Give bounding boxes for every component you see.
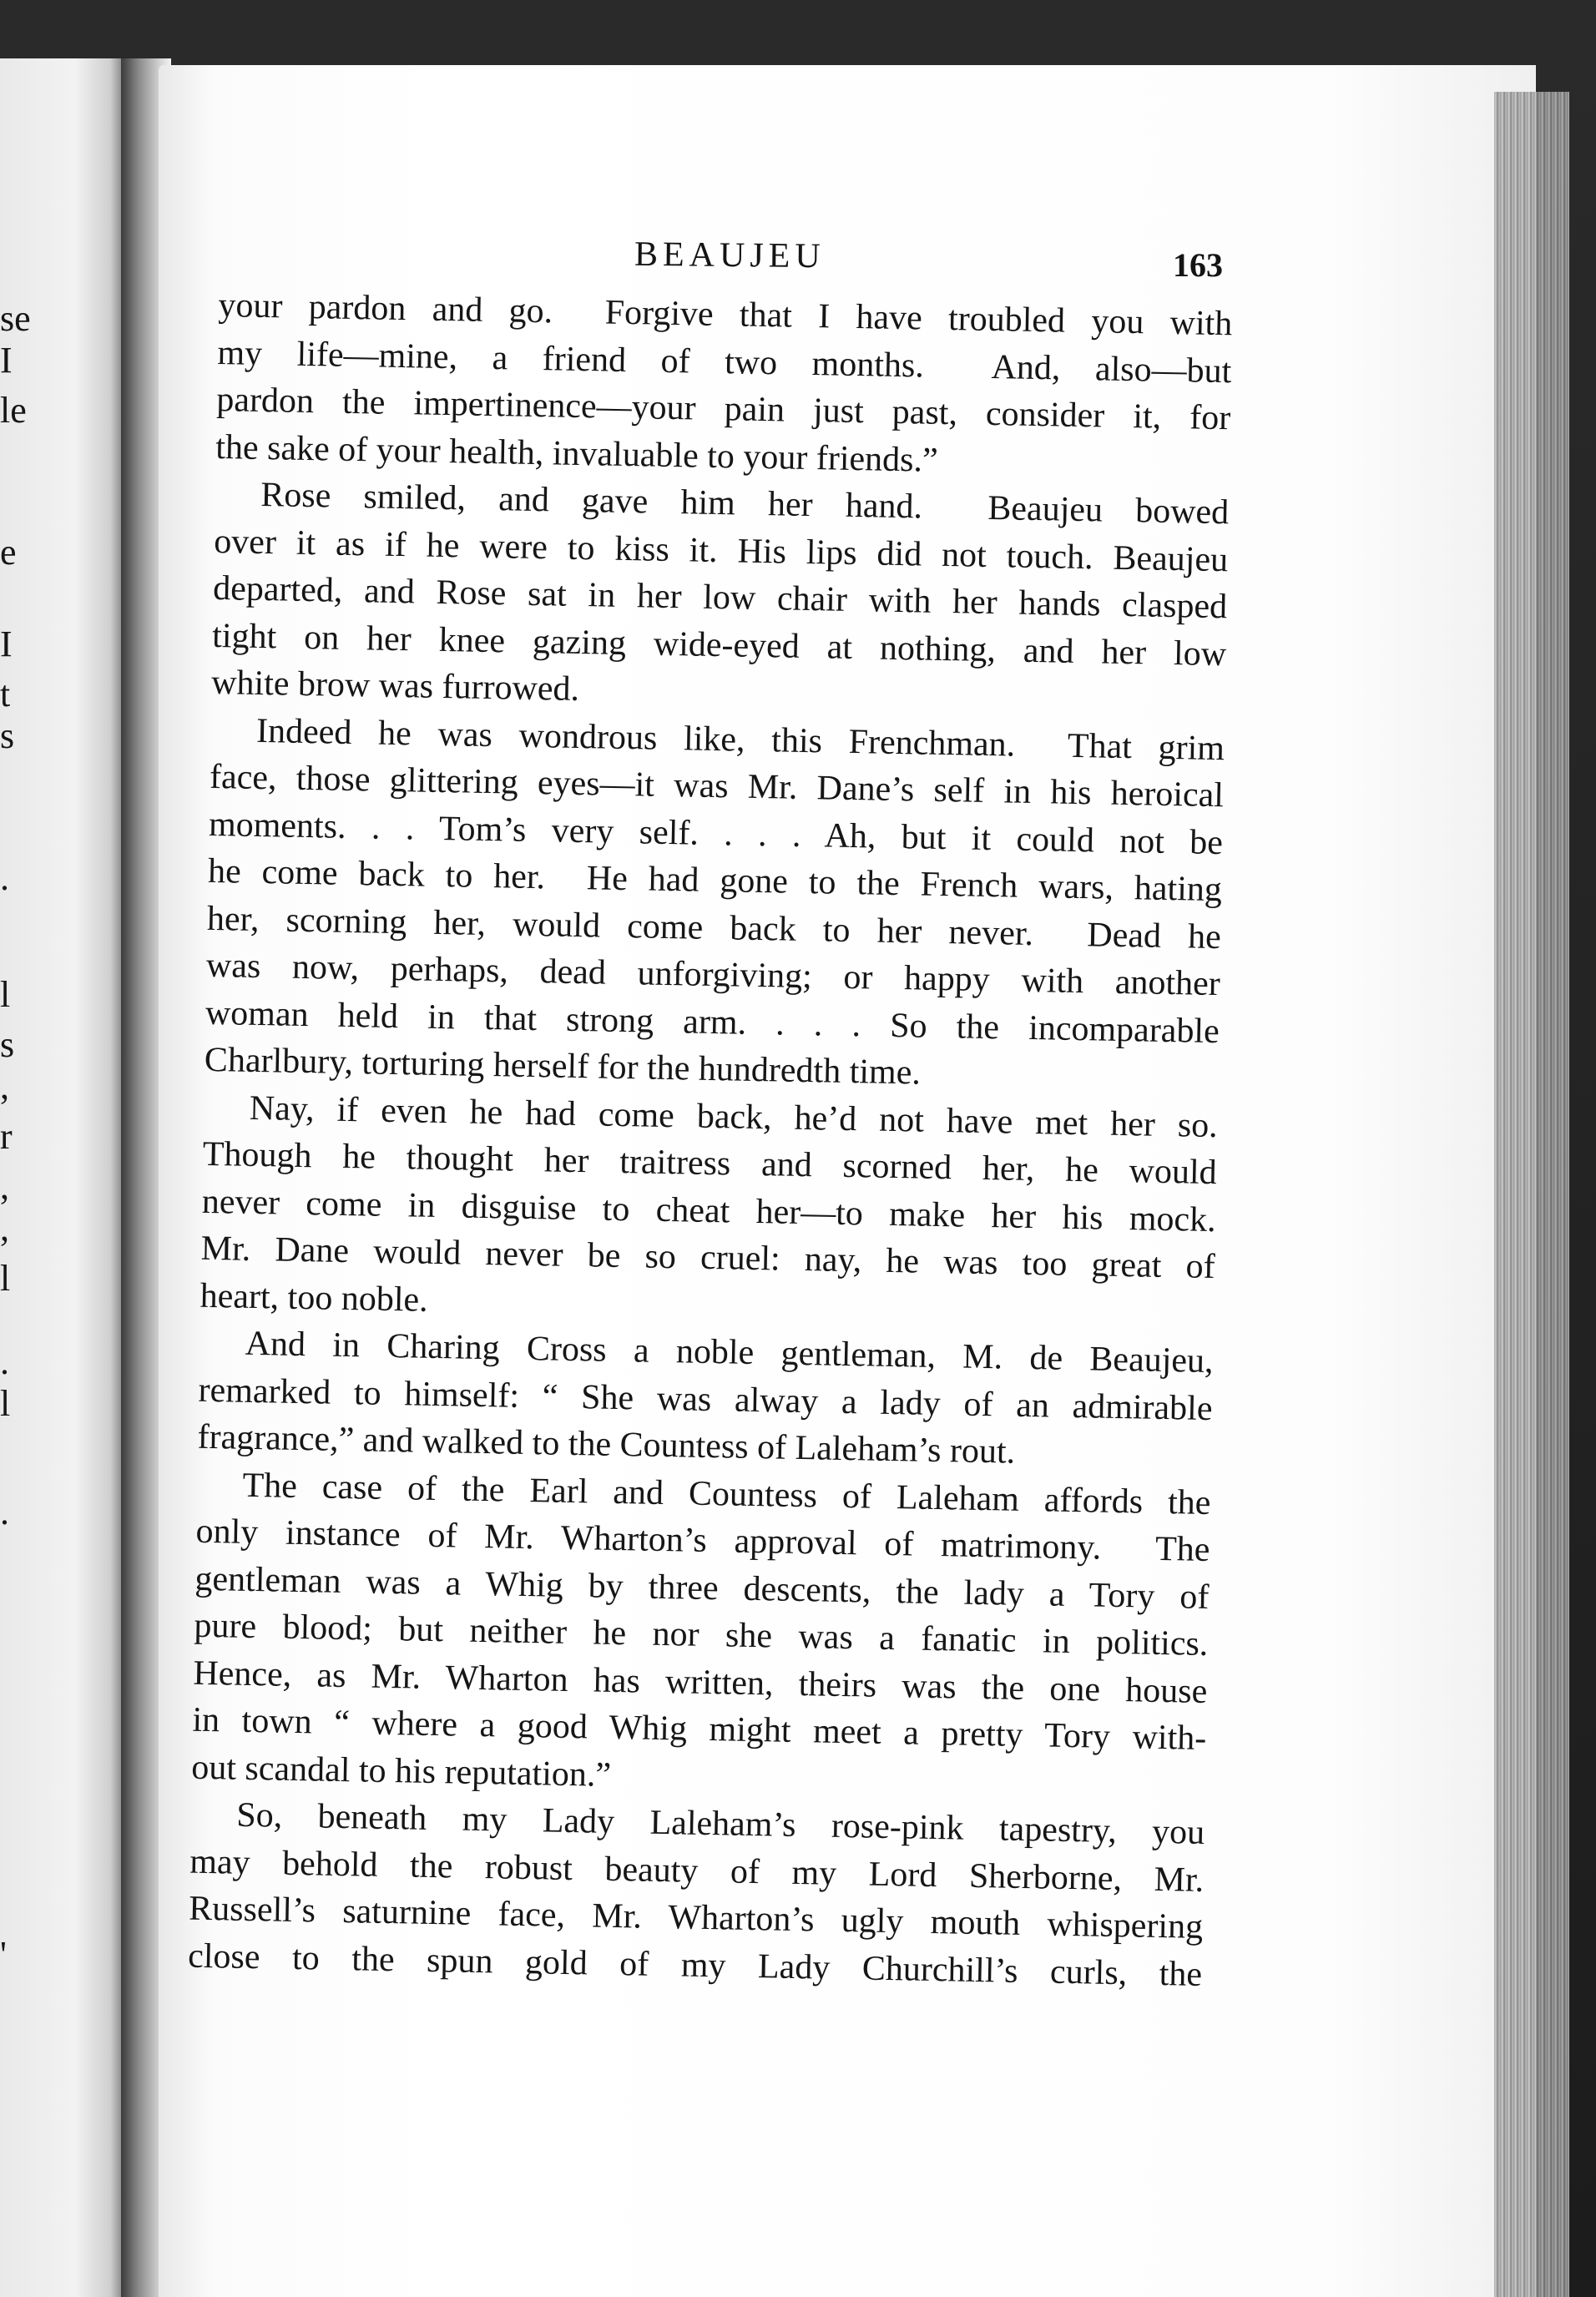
text-line: Hence, as Mr. Wharton has written, theirs was the one house [193,1653,1208,1711]
left-page-fragment: , [0,1208,9,1249]
text-line: close to the spun gold of my Lady Churchill’s curls, the [187,1936,1203,1994]
text-line: the sake of your health, invaluable to your friends.” [215,427,939,480]
body-text [188,282,1233,1998]
page-edges [1494,92,1569,2297]
left-page-fragment: t [0,674,11,714]
text-line: out scandal to his reputation.” [190,1748,612,1795]
left-page-fragment: , [0,1166,9,1207]
left-page-fragment: se [0,298,31,339]
text-line: gentleman was a Whig by three descents, the lady a Tory of [194,1559,1210,1617]
left-page-fragment: e [0,532,17,573]
text-line: face, those glittering eyes—it was Mr. Dane’s self in his heroical [209,757,1225,815]
text-line: Mr. Dane would never be so cruel: nay, he was too great of [200,1229,1215,1287]
text-line: woman held in that strong arm. . . . So the incomparable [205,993,1220,1051]
text-line: her, scorning her, would come back to her never. Dead he [206,899,1222,957]
text-line: may behold the robust beauty of my Lord Sherborne, Mr. [189,1842,1205,1900]
running-head: BEAUJEU [634,235,826,276]
text-line: The case of the Earl and Countess of Laleham affords the [242,1466,1211,1522]
text-line: your pardon and go. Forgive that I have troubled you with [218,285,1233,344]
text-line: Indeed he was wondrous like, this Frenchman. That grim [255,711,1225,768]
text-line: only instance of Mr. Wharton’s approval of matrimony. The [195,1512,1210,1570]
text-line: So, beneath my Lady Laleham’s rose-pink tapestry, you [235,1795,1205,1852]
page-number: 163 [1173,246,1223,284]
text-line: in town “ where a good Whig might meet a pretty Tory with- [192,1700,1207,1758]
text-line: Charlbury, torturing herself for the hundredth time. [204,1040,922,1093]
left-page-fragment: , [0,1066,9,1107]
text-line: Though he thought her traitress and scorned her, he would [202,1134,1218,1193]
text-line: over it as if he were to kiss it. His lips did not touch. Beaujeu [213,522,1229,579]
text-line: Russell’s saturnine face, Mr. Wharton’s ugly mouth whispering [188,1889,1204,1946]
left-page-fragment: I [0,623,13,664]
left-page-fragment: . [0,1492,9,1532]
text-line: he come back to her. He had gone to the French wars, hating [207,851,1223,910]
text-line: tight on her knee gazing wide-eyed at nothing, and her low [211,616,1227,674]
text-line: Rose smiled, and gave him her hand. Beaujeu bowed [260,475,1230,533]
left-page-fragment: ' [0,1934,7,1975]
left-page-fragment: le [0,390,27,431]
left-page-fragment: . [0,857,9,898]
left-facing-page [0,58,125,2297]
text-line: fragrance,” and walked to the Countess of Laleham’s rout. [197,1417,1016,1472]
text-line: my life—mine, a friend of two months. And, also—but [217,333,1232,391]
left-page-fragment: s [0,1024,15,1065]
text-line: departed, and Rose sat in her low chair with her hands clasped [212,568,1228,627]
text-line: never come in disguise to cheat her—to make her his mock. [201,1182,1217,1239]
left-page-fragment: r [0,1116,13,1157]
left-page-fragment: . [0,1341,9,1382]
text-line: remarked to himself: “ She was alway a lady of an admirable [198,1371,1213,1428]
text-line: white brow was furrowed. [210,663,580,709]
left-page-fragment: s [0,715,15,756]
left-page-fragment: l [0,1258,11,1299]
text-line: moments. . . Tom’s very self. . . . Ah, but it could not be [208,805,1224,862]
left-page-fragment: l [0,1383,11,1424]
text-line: Nay, if even he had come back, he’d not have met her so. [249,1088,1219,1145]
text-line: was now, perhaps, dead unforgiving; or happy with another [205,946,1221,1004]
left-page-fragment: l [0,974,11,1015]
text-line: heart, too noble. [200,1276,429,1320]
text-line: And in Charing Cross a noble gentleman, M. de Beaujeu, [245,1324,1214,1381]
text-line: pure blood; but neither he nor she was a fanatic in politics. [194,1606,1209,1663]
text-line: pardon the impertinence—your pain just past, consider it, for [215,380,1231,438]
left-page-fragment: I [0,340,13,381]
